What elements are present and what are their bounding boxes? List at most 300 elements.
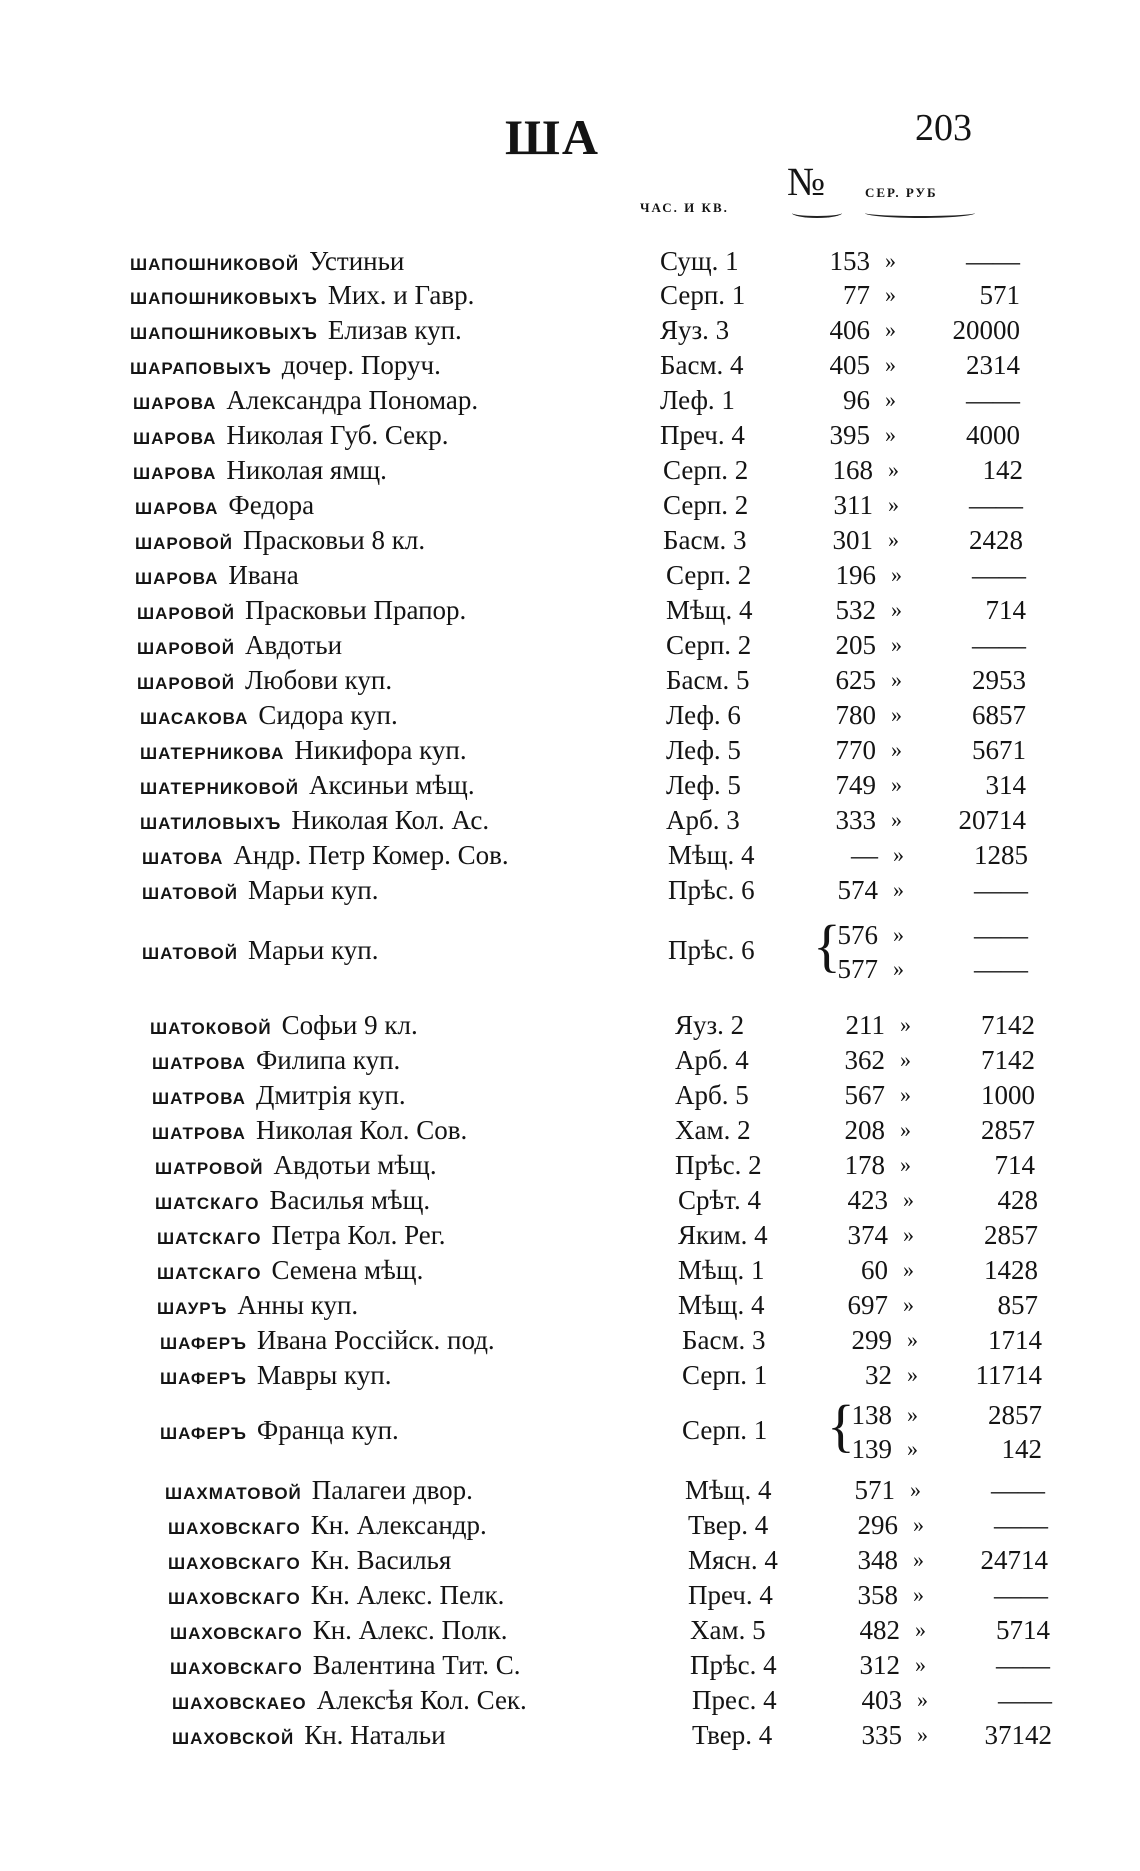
entry-surname: шатровой xyxy=(155,1153,264,1180)
entry-given-name: Прасковьи Прапор. xyxy=(245,595,467,625)
entry-amount: —— xyxy=(998,1685,1052,1715)
entry-district: Яуз. 3 xyxy=(660,315,730,345)
entry-name xyxy=(157,1220,446,1252)
entry-amount: 7142 xyxy=(981,1045,1035,1075)
entry-row xyxy=(0,1650,1140,1680)
entry-district: Срѣт. 4 xyxy=(678,1185,761,1215)
entry-name xyxy=(160,1415,399,1447)
entry-number: 311 xyxy=(833,490,873,520)
entry-amount: —— xyxy=(966,246,1020,276)
entry-row xyxy=(0,1045,1140,1075)
entry-surname: шауръ xyxy=(157,1293,228,1320)
entry-row xyxy=(0,1115,1140,1145)
entry-number: 576 xyxy=(837,920,878,950)
entry-row xyxy=(0,1580,1140,1610)
entry-given-name: Николая Губ. Секр. xyxy=(226,420,449,450)
entry-ditto-mark-second: » xyxy=(907,1436,918,1461)
entry-given-name: Николая Кол. Сов. xyxy=(255,1115,468,1145)
entry-name xyxy=(168,1510,487,1542)
entry-name xyxy=(137,595,466,627)
entry-row xyxy=(0,490,1140,520)
entry-number: 574 xyxy=(837,875,878,905)
entry-surname: шатрова xyxy=(152,1048,246,1075)
page-header-title: ША xyxy=(505,109,601,165)
entry-ditto-mark: » xyxy=(891,702,902,727)
entry-name xyxy=(135,525,425,557)
entry-district: Арб. 3 xyxy=(666,805,740,835)
entry-number: 423 xyxy=(847,1185,888,1215)
entry-row xyxy=(0,1545,1140,1575)
entry-name xyxy=(170,1615,508,1647)
entry-ditto-mark: » xyxy=(903,1222,914,1247)
entry-row xyxy=(0,1080,1140,1110)
entry-ditto-mark: » xyxy=(888,457,899,482)
entry-district: Леф. 6 xyxy=(666,700,741,730)
entry-district: Леф. 5 xyxy=(666,735,741,765)
entry-amount: 7142 xyxy=(981,1010,1035,1040)
entry-ditto-mark: » xyxy=(900,1012,911,1037)
entry-brace: { xyxy=(827,1393,855,1458)
entry-ditto-mark: » xyxy=(907,1327,918,1352)
entry-row xyxy=(0,1220,1140,1250)
entry-amount: —— xyxy=(994,1580,1048,1610)
entry-surname: шатовой xyxy=(142,878,238,905)
entry-row xyxy=(0,1685,1140,1715)
entry-amount: 4000 xyxy=(966,420,1020,450)
entry-row xyxy=(0,700,1140,730)
entry-amount: 2857 xyxy=(988,1400,1042,1430)
entry-row xyxy=(0,350,1140,380)
entry-number: 780 xyxy=(835,700,876,730)
entry-number: 60 xyxy=(861,1255,888,1285)
entry-surname: шаровой xyxy=(137,633,235,660)
entry-ditto-mark: » xyxy=(917,1722,928,1747)
entry-given-name: Софьи 9 кл. xyxy=(281,1010,418,1040)
entry-ditto-mark: » xyxy=(891,632,902,657)
entry-surname: шатрова xyxy=(152,1083,246,1110)
entry-surname: шарова xyxy=(135,493,219,520)
entry-amount: 11714 xyxy=(975,1360,1042,1390)
entry-surname: шаровой xyxy=(137,598,235,625)
entry-amount: —— xyxy=(996,1650,1050,1680)
entry-surname: шарова xyxy=(135,563,219,590)
entry-given-name: Марьи куп. xyxy=(248,875,379,905)
entry-row xyxy=(0,1290,1140,1320)
entry-ditto-mark: » xyxy=(885,352,896,377)
entry-ditto-mark: » xyxy=(893,842,904,867)
entry-name xyxy=(165,1475,473,1507)
entry-row xyxy=(0,1475,1140,1505)
entry-number: — xyxy=(851,840,878,870)
entry-amount: 857 xyxy=(997,1290,1038,1320)
entry-ditto-mark: » xyxy=(915,1617,926,1642)
column-header-number: № xyxy=(787,159,826,204)
entry-name xyxy=(152,1080,406,1112)
entry-ditto-mark: » xyxy=(900,1082,911,1107)
entry-number: 405 xyxy=(829,350,870,380)
entry-given-name: Николая ямщ. xyxy=(226,455,387,485)
entry-amount: 2953 xyxy=(972,665,1026,695)
entry-district: Мѣщ. 4 xyxy=(668,840,755,870)
entry-number: 335 xyxy=(861,1720,902,1750)
entry-ditto-mark: » xyxy=(885,282,896,307)
entry-amount: 428 xyxy=(997,1185,1038,1215)
entry-ditto-mark: » xyxy=(893,922,904,947)
entry-ditto-mark: » xyxy=(913,1512,924,1537)
entry-name xyxy=(172,1720,446,1752)
entry-given-name: Семена мѣщ. xyxy=(271,1255,424,1285)
entry-name xyxy=(152,1115,467,1147)
entry-number-second: 577 xyxy=(837,954,878,984)
entry-surname: шатоковой xyxy=(150,1013,272,1040)
entry-ditto-mark: » xyxy=(900,1152,911,1177)
entry-name xyxy=(155,1185,430,1217)
entry-number: 301 xyxy=(832,525,873,555)
entry-district: Басм. 3 xyxy=(682,1325,766,1355)
entry-given-name: Кн. Александр. xyxy=(310,1510,487,1540)
entry-district: Прѣс. 6 xyxy=(668,875,755,905)
entry-amount: 2857 xyxy=(984,1220,1038,1250)
entry-number: 153 xyxy=(829,246,870,276)
entry-surname: шапошниковыхъ xyxy=(130,318,318,345)
entry-district: Леф. 5 xyxy=(666,770,741,800)
entry-name xyxy=(142,935,378,967)
entry-given-name: Дмитрія куп. xyxy=(255,1080,406,1110)
entry-ditto-mark: » xyxy=(917,1687,928,1712)
entry-surname: шапошниковыхъ xyxy=(130,283,318,310)
entry-district: Сущ. 1 xyxy=(660,246,739,276)
entry-surname: шатскаго xyxy=(155,1188,260,1215)
entry-number: 403 xyxy=(861,1685,902,1715)
entry-row xyxy=(0,455,1140,485)
entry-surname: шаховскаго xyxy=(170,1618,303,1645)
entry-given-name: Алексѣя Кол. Сек. xyxy=(316,1685,527,1715)
entry-row xyxy=(0,246,1140,276)
entry-district: Серп. 1 xyxy=(682,1360,768,1390)
entry-surname: шатскаго xyxy=(157,1258,262,1285)
entry-ditto-mark: » xyxy=(885,422,896,447)
entry-district: Твер. 4 xyxy=(692,1720,773,1750)
entry-amount: 314 xyxy=(985,770,1026,800)
entry-name xyxy=(130,280,474,312)
entry-surname: шаховскаго xyxy=(168,1583,301,1610)
entry-name xyxy=(152,1045,400,1077)
entry-given-name: Елизав куп. xyxy=(327,315,462,345)
entry-row xyxy=(0,913,1140,984)
entry-number: 362 xyxy=(844,1045,885,1075)
entry-number: 333 xyxy=(835,805,876,835)
entry-surname: шатрова xyxy=(152,1118,246,1145)
entry-name xyxy=(135,490,314,522)
entry-number: 358 xyxy=(857,1580,898,1610)
entry-district: Серп. 2 xyxy=(663,455,749,485)
entry-row xyxy=(0,385,1140,415)
entry-ditto-mark: » xyxy=(907,1402,918,1427)
entry-amount: 5671 xyxy=(972,735,1026,765)
entry-number: 296 xyxy=(857,1510,898,1540)
entry-amount: 714 xyxy=(994,1150,1035,1180)
entry-name xyxy=(137,665,392,697)
entry-row xyxy=(0,1615,1140,1645)
entry-district: Басм. 5 xyxy=(666,665,750,695)
entry-ditto-mark: » xyxy=(900,1117,911,1142)
entry-number: 96 xyxy=(843,385,870,415)
entry-amount: 142 xyxy=(982,455,1023,485)
entry-amount: 1714 xyxy=(988,1325,1042,1355)
entry-number: 168 xyxy=(832,455,873,485)
entry-ditto-mark: » xyxy=(891,597,902,622)
entry-district: Мясн. 4 xyxy=(688,1545,778,1575)
entry-name xyxy=(160,1325,495,1357)
entry-given-name: Мих. и Гавр. xyxy=(327,280,475,310)
entry-row xyxy=(0,735,1140,765)
entry-name xyxy=(168,1580,504,1612)
entry-surname: шаферъ xyxy=(160,1363,247,1390)
entry-surname: шахматовой xyxy=(165,1478,302,1505)
entry-amount: 1285 xyxy=(974,840,1028,870)
entry-amount: —— xyxy=(991,1475,1045,1505)
entry-given-name: Любови куп. xyxy=(245,665,393,695)
entry-name xyxy=(170,1650,521,1682)
column-header-amount: СЕР. РУБ xyxy=(865,185,938,200)
entry-amount: 20714 xyxy=(958,805,1026,835)
entry-district: Басм. 4 xyxy=(660,350,744,380)
entry-number: 567 xyxy=(844,1080,885,1110)
entry-district: Серп. 2 xyxy=(663,490,749,520)
entry-ditto-mark: » xyxy=(893,877,904,902)
entry-given-name: дочер. Поруч. xyxy=(281,350,441,380)
entry-number: 77 xyxy=(843,280,870,310)
entry-amount: —— xyxy=(974,920,1028,950)
entry-surname: шаферъ xyxy=(160,1328,247,1355)
entry-amount-second: —— xyxy=(974,954,1028,984)
entry-number: 406 xyxy=(829,315,870,345)
entry-ditto-mark: » xyxy=(891,772,902,797)
entry-number: 208 xyxy=(844,1115,885,1145)
entry-given-name: Марьи куп. xyxy=(248,935,379,965)
entry-name xyxy=(150,1010,418,1042)
entry-row xyxy=(0,1150,1140,1180)
entry-given-name: Ивана xyxy=(228,560,299,590)
entry-district: Твер. 4 xyxy=(688,1510,769,1540)
entry-ditto-mark: » xyxy=(885,248,896,273)
entry-amount: 5714 xyxy=(996,1615,1050,1645)
entry-number: 211 xyxy=(845,1010,885,1040)
entry-ditto-mark: » xyxy=(900,1047,911,1072)
entry-district: Преч. 4 xyxy=(688,1580,773,1610)
entry-district: Мѣщ. 1 xyxy=(678,1255,765,1285)
entry-surname: шаферъ xyxy=(160,1418,247,1445)
entry-district: Арб. 5 xyxy=(675,1080,749,1110)
entry-given-name: Мавры куп. xyxy=(256,1360,392,1390)
entry-surname: шаровой xyxy=(135,528,233,555)
entry-row xyxy=(0,770,1140,800)
entry-amount: —— xyxy=(994,1510,1048,1540)
entry-name xyxy=(133,455,387,487)
entry-given-name: Валентина Тит. С. xyxy=(312,1650,521,1680)
entry-row xyxy=(0,280,1140,310)
entry-name xyxy=(133,385,478,417)
entry-given-name: Александра Пономар. xyxy=(226,385,479,415)
entry-given-name: Петра Кол. Рег. xyxy=(271,1220,446,1250)
entry-given-name: Авдотьи xyxy=(245,630,343,660)
entry-ditto-mark: » xyxy=(903,1292,914,1317)
entry-ditto-mark: » xyxy=(910,1477,921,1502)
entry-district: Мѣщ. 4 xyxy=(678,1290,765,1320)
column-header-district: ЧАС. И КВ. xyxy=(640,200,729,215)
entry-district: Мѣщ. 4 xyxy=(685,1475,772,1505)
entry-surname: шапошниковой xyxy=(130,249,300,276)
entry-number: 348 xyxy=(857,1545,898,1575)
entry-district: Яуз. 2 xyxy=(675,1010,745,1040)
entry-amount-second: 142 xyxy=(1001,1434,1042,1464)
entry-given-name: Николая Кол. Ас. xyxy=(291,805,490,835)
entry-amount: 24714 xyxy=(980,1545,1048,1575)
entry-number: 749 xyxy=(835,770,876,800)
entry-name xyxy=(133,420,449,452)
entry-given-name: Авдотьи мѣщ. xyxy=(273,1150,437,1180)
entry-surname: шараповыхъ xyxy=(130,353,272,380)
entry-amount: 20000 xyxy=(952,315,1020,345)
entry-name xyxy=(155,1150,437,1182)
entry-surname: шаховскаго xyxy=(168,1513,301,1540)
entry-name xyxy=(140,805,489,837)
entry-ditto-mark: » xyxy=(891,562,902,587)
entry-ditto-mark: » xyxy=(913,1547,924,1572)
entry-name xyxy=(160,1360,392,1392)
entry-number: 697 xyxy=(847,1290,888,1320)
entry-ditto-mark: » xyxy=(913,1582,924,1607)
entry-surname: шаховскаео xyxy=(172,1688,307,1715)
entry-district: Преч. 4 xyxy=(660,420,745,450)
entry-district: Серп. 1 xyxy=(660,280,746,310)
entry-number: 196 xyxy=(835,560,876,590)
page-number: 203 xyxy=(915,107,972,149)
entry-name xyxy=(130,350,441,382)
entry-surname: шатерниковой xyxy=(140,773,299,800)
entry-row xyxy=(0,1393,1140,1464)
entry-surname: шарова xyxy=(133,388,217,415)
entry-surname: шатовой xyxy=(142,938,238,965)
entry-surname: шатова xyxy=(142,843,224,870)
entry-given-name: Палагеи двор. xyxy=(311,1475,473,1505)
entry-name xyxy=(135,560,299,592)
entry-row xyxy=(0,805,1140,835)
entry-ditto-mark: » xyxy=(885,387,896,412)
entry-row xyxy=(0,1360,1140,1390)
entry-number: 395 xyxy=(829,420,870,450)
entry-surname: шарова xyxy=(133,458,217,485)
entry-name xyxy=(140,700,398,732)
entry-number: 205 xyxy=(835,630,876,660)
entry-amount: 714 xyxy=(985,595,1026,625)
entry-district: Прѣс. 2 xyxy=(675,1150,762,1180)
entry-name xyxy=(130,246,404,278)
entry-number: 482 xyxy=(859,1615,900,1645)
entry-amount: 2428 xyxy=(969,525,1023,555)
entry-brace: { xyxy=(813,913,841,978)
entry-district: Арб. 4 xyxy=(675,1045,749,1075)
entry-amount: 571 xyxy=(979,280,1020,310)
entry-row xyxy=(0,1185,1140,1215)
entry-amount: 2314 xyxy=(966,350,1020,380)
entry-number: 770 xyxy=(835,735,876,765)
entry-amount: 1000 xyxy=(981,1080,1035,1110)
entry-number: 312 xyxy=(859,1650,900,1680)
entry-ditto-mark: » xyxy=(907,1362,918,1387)
entry-row xyxy=(0,630,1140,660)
entry-amount: 1428 xyxy=(984,1255,1038,1285)
entry-district: Серп. 2 xyxy=(666,630,752,660)
entry-name xyxy=(168,1545,451,1577)
entry-surname: шарова xyxy=(133,423,217,450)
entry-number: 299 xyxy=(851,1325,892,1355)
entry-given-name: Никифора куп. xyxy=(294,735,467,765)
entry-district: Яким. 4 xyxy=(678,1220,768,1250)
entry-number: 532 xyxy=(835,595,876,625)
entry-given-name: Устиньи xyxy=(309,246,405,276)
entry-number: 625 xyxy=(835,665,876,695)
entry-row xyxy=(0,1720,1140,1750)
entry-given-name: Кн. Натальи xyxy=(304,1720,446,1750)
entry-district: Прѣс. 6 xyxy=(668,935,755,965)
entry-surname: шаховской xyxy=(172,1723,295,1750)
entry-given-name: Василья мѣщ. xyxy=(269,1185,431,1215)
entry-amount: —— xyxy=(974,875,1028,905)
entry-row xyxy=(0,875,1140,905)
entry-ditto-mark: » xyxy=(903,1187,914,1212)
entry-name xyxy=(157,1290,358,1322)
entry-district: Прес. 4 xyxy=(692,1685,777,1715)
entry-surname: шатерникова xyxy=(140,738,285,765)
entry-name xyxy=(157,1255,423,1287)
entry-surname: шаховскаго xyxy=(168,1548,301,1575)
entry-number: 32 xyxy=(865,1360,892,1390)
entry-name xyxy=(130,315,462,347)
entry-given-name: Андр. Петр Комер. Сов. xyxy=(233,840,509,870)
entry-row xyxy=(0,1325,1140,1355)
entry-ditto-mark-second: » xyxy=(893,956,904,981)
entry-amount: 37142 xyxy=(984,1720,1052,1750)
entry-number: 138 xyxy=(851,1400,892,1430)
entry-amount: —— xyxy=(969,490,1023,520)
entry-given-name: Сидора куп. xyxy=(258,700,398,730)
entry-given-name: Франца куп. xyxy=(256,1415,399,1445)
entry-surname: шаховскаго xyxy=(170,1653,303,1680)
entry-ditto-mark: » xyxy=(888,527,899,552)
entry-amount: —— xyxy=(966,385,1020,415)
entry-number: 571 xyxy=(854,1475,895,1505)
entry-amount: 6857 xyxy=(972,700,1026,730)
entry-name xyxy=(142,840,509,872)
entry-surname: шатиловыхъ xyxy=(140,808,282,835)
entry-district: Мѣщ. 4 xyxy=(666,595,753,625)
entry-given-name: Прасковьи 8 кл. xyxy=(243,525,426,555)
entry-given-name: Анны куп. xyxy=(237,1290,359,1320)
entry-row xyxy=(0,665,1140,695)
entry-name xyxy=(140,770,475,802)
entry-number-second: 139 xyxy=(851,1434,892,1464)
entry-ditto-mark: » xyxy=(885,317,896,342)
entry-given-name: Аксиньи мѣщ. xyxy=(308,770,475,800)
entry-given-name: Кн. Алекс. Полк. xyxy=(312,1615,508,1645)
entry-ditto-mark: » xyxy=(891,807,902,832)
entry-district: Басм. 3 xyxy=(663,525,747,555)
entry-district: Прѣс. 4 xyxy=(690,1650,777,1680)
entry-district: Серп. 1 xyxy=(682,1415,768,1445)
entry-row xyxy=(0,840,1140,870)
entry-row xyxy=(0,560,1140,590)
